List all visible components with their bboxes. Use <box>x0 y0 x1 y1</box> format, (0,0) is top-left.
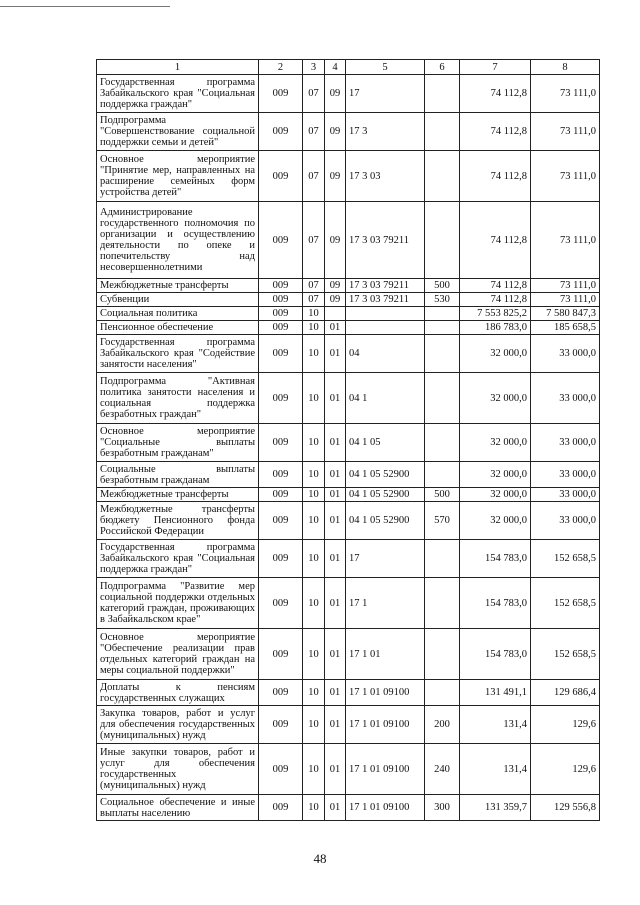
table-row <box>97 744 600 795</box>
row-expense-type-cell <box>425 321 460 335</box>
row-name-cell: Подпрограмма "Активная политика занятости населения и социальная поддержка безработных граждан" <box>97 373 259 424</box>
row-amount-cell: 33 000,0 <box>531 488 600 502</box>
row-section-cell: 07 <box>303 113 325 151</box>
row-amount-cell: 33 000,0 <box>531 373 600 424</box>
page-number: 48 <box>313 851 327 866</box>
row-subsection-cell: 01 <box>325 424 346 462</box>
row-subsection-cell: 01 <box>325 540 346 578</box>
row-expense-type-cell <box>425 629 460 680</box>
row-section-cell: 10 <box>303 706 325 744</box>
row-amount-cell: 74 112,8 <box>460 279 531 293</box>
row-section-cell: 10 <box>303 462 325 488</box>
row-subsection-cell: 01 <box>325 629 346 680</box>
row-grbs-cell: 009 <box>259 540 303 578</box>
row-grbs-cell: 009 <box>259 629 303 680</box>
row-expense-type-cell <box>425 75 460 113</box>
table-row <box>97 151 600 202</box>
table-row <box>97 307 600 321</box>
row-grbs-cell: 009 <box>259 502 303 540</box>
row-section-cell: 10 <box>303 373 325 424</box>
header-cell: 5 <box>346 60 425 75</box>
row-target-article-cell: 17 1 01 09100 <box>346 795 425 821</box>
table-row <box>97 113 600 151</box>
row-section-cell: 10 <box>303 502 325 540</box>
row-grbs-cell: 009 <box>259 335 303 373</box>
table-row <box>97 279 600 293</box>
row-amount-cell: 74 112,8 <box>460 75 531 113</box>
row-section-cell: 10 <box>303 540 325 578</box>
row-grbs-cell: 009 <box>259 680 303 706</box>
row-amount-cell: 131 359,7 <box>460 795 531 821</box>
header-cell: 1 <box>97 60 259 75</box>
row-amount-cell: 73 111,0 <box>531 113 600 151</box>
row-grbs-cell: 009 <box>259 75 303 113</box>
row-target-article-cell: 04 1 05 52900 <box>346 462 425 488</box>
row-subsection-cell: 01 <box>325 578 346 629</box>
header-cell: 2 <box>259 60 303 75</box>
row-grbs-cell: 009 <box>259 293 303 307</box>
row-name-cell: Государственная программа Забайкальского края "Социальная поддержка граждан" <box>97 75 259 113</box>
row-name-cell: Пенсионное обеспечение <box>97 321 259 335</box>
row-expense-type-cell: 500 <box>425 488 460 502</box>
row-subsection-cell: 01 <box>325 744 346 795</box>
table-row <box>97 75 600 113</box>
row-name-cell: Государственная программа Забайкальского края "Содействие занятости населения" <box>97 335 259 373</box>
row-expense-type-cell <box>425 335 460 373</box>
row-target-article-cell: 17 1 01 09100 <box>346 706 425 744</box>
row-expense-type-cell: 240 <box>425 744 460 795</box>
row-amount-cell: 129 686,4 <box>531 680 600 706</box>
row-name-cell: Межбюджетные трансферты <box>97 488 259 502</box>
table-body <box>97 75 600 821</box>
row-amount-cell: 73 111,0 <box>531 75 600 113</box>
table-row <box>97 578 600 629</box>
row-section-cell: 10 <box>303 680 325 706</box>
table-row <box>97 502 600 540</box>
table-row <box>97 488 600 502</box>
row-section-cell: 07 <box>303 75 325 113</box>
table-row <box>97 321 600 335</box>
row-amount-cell: 7 553 825,2 <box>460 307 531 321</box>
row-amount-cell: 74 112,8 <box>460 151 531 202</box>
row-amount-cell: 154 783,0 <box>460 540 531 578</box>
row-amount-cell: 33 000,0 <box>531 502 600 540</box>
row-amount-cell: 131,4 <box>460 744 531 795</box>
row-expense-type-cell: 200 <box>425 706 460 744</box>
row-target-article-cell: 17 1 01 09100 <box>346 680 425 706</box>
row-target-article-cell: 17 3 <box>346 113 425 151</box>
row-amount-cell: 131 491,1 <box>460 680 531 706</box>
row-subsection-cell <box>325 307 346 321</box>
header-cell: 4 <box>325 60 346 75</box>
row-target-article-cell <box>346 321 425 335</box>
row-subsection-cell: 09 <box>325 279 346 293</box>
row-expense-type-cell: 570 <box>425 502 460 540</box>
row-section-cell: 10 <box>303 321 325 335</box>
row-grbs-cell: 009 <box>259 373 303 424</box>
row-name-cell: Подпрограмма "Совершенствование социальной поддержки семьи и детей" <box>97 113 259 151</box>
row-expense-type-cell: 530 <box>425 293 460 307</box>
row-name-cell: Межбюджетные трансферты <box>97 279 259 293</box>
row-grbs-cell: 009 <box>259 795 303 821</box>
row-target-article-cell: 17 3 03 79211 <box>346 293 425 307</box>
row-amount-cell: 73 111,0 <box>531 293 600 307</box>
row-amount-cell: 152 658,5 <box>531 629 600 680</box>
row-target-article-cell: 04 <box>346 335 425 373</box>
row-target-article-cell: 17 1 <box>346 578 425 629</box>
table-row <box>97 540 600 578</box>
row-expense-type-cell <box>425 578 460 629</box>
row-amount-cell: 131,4 <box>460 706 531 744</box>
row-name-cell: Субвенции <box>97 293 259 307</box>
row-expense-type-cell <box>425 151 460 202</box>
row-subsection-cell: 01 <box>325 680 346 706</box>
row-amount-cell: 33 000,0 <box>531 335 600 373</box>
row-grbs-cell: 009 <box>259 424 303 462</box>
row-amount-cell: 74 112,8 <box>460 113 531 151</box>
row-target-article-cell: 17 3 03 79211 <box>346 202 425 279</box>
row-subsection-cell: 01 <box>325 335 346 373</box>
row-amount-cell: 186 783,0 <box>460 321 531 335</box>
row-grbs-cell: 009 <box>259 279 303 293</box>
row-grbs-cell: 009 <box>259 202 303 279</box>
row-amount-cell: 7 580 847,3 <box>531 307 600 321</box>
row-amount-cell: 73 111,0 <box>531 151 600 202</box>
row-grbs-cell: 009 <box>259 578 303 629</box>
row-target-article-cell: 04 1 05 52900 <box>346 502 425 540</box>
row-subsection-cell: 09 <box>325 75 346 113</box>
row-subsection-cell: 01 <box>325 488 346 502</box>
row-section-cell: 10 <box>303 307 325 321</box>
row-expense-type-cell <box>425 202 460 279</box>
row-subsection-cell: 01 <box>325 706 346 744</box>
row-amount-cell: 32 000,0 <box>460 502 531 540</box>
row-name-cell: Иные закупки товаров, работ и услуг для обеспечения государственных (муниципальных) нужд <box>97 744 259 795</box>
row-grbs-cell: 009 <box>259 321 303 335</box>
row-section-cell: 10 <box>303 744 325 795</box>
row-amount-cell: 152 658,5 <box>531 540 600 578</box>
row-target-article-cell: 17 3 03 <box>346 151 425 202</box>
header-cell: 3 <box>303 60 325 75</box>
row-target-article-cell: 17 <box>346 540 425 578</box>
row-expense-type-cell <box>425 540 460 578</box>
row-expense-type-cell <box>425 680 460 706</box>
table-row <box>97 293 600 307</box>
row-target-article-cell: 17 3 03 79211 <box>346 279 425 293</box>
header-cell: 7 <box>460 60 531 75</box>
top-rule <box>0 6 170 7</box>
row-subsection-cell: 01 <box>325 795 346 821</box>
row-amount-cell: 32 000,0 <box>460 488 531 502</box>
row-target-article-cell: 04 1 <box>346 373 425 424</box>
row-section-cell: 10 <box>303 335 325 373</box>
row-name-cell: Доплаты к пенсиям государственных служащих <box>97 680 259 706</box>
row-name-cell: Межбюджетные трансферты бюджету Пенсионного фонда Российской Федерации <box>97 502 259 540</box>
row-expense-type-cell <box>425 462 460 488</box>
row-subsection-cell: 01 <box>325 373 346 424</box>
row-target-article-cell: 04 1 05 52900 <box>346 488 425 502</box>
row-section-cell: 10 <box>303 795 325 821</box>
row-name-cell: Основное мероприятие "Социальные выплаты безработным гражданам" <box>97 424 259 462</box>
row-amount-cell: 32 000,0 <box>460 373 531 424</box>
table-row <box>97 680 600 706</box>
row-expense-type-cell <box>425 373 460 424</box>
table-row <box>97 629 600 680</box>
row-amount-cell: 185 658,5 <box>531 321 600 335</box>
row-target-article-cell: 17 <box>346 75 425 113</box>
table-row <box>97 335 600 373</box>
header-cell: 8 <box>531 60 600 75</box>
row-amount-cell: 129,6 <box>531 744 600 795</box>
row-section-cell: 10 <box>303 578 325 629</box>
row-amount-cell: 74 112,8 <box>460 293 531 307</box>
row-subsection-cell: 09 <box>325 113 346 151</box>
row-amount-cell: 154 783,0 <box>460 578 531 629</box>
row-amount-cell: 32 000,0 <box>460 335 531 373</box>
row-amount-cell: 32 000,0 <box>460 424 531 462</box>
row-target-article-cell: 04 1 05 <box>346 424 425 462</box>
table-row <box>97 202 600 279</box>
row-grbs-cell: 009 <box>259 744 303 795</box>
row-name-cell: Администрирование государственного полномочия по организации и осуществлению деятельности по опеке и попечительству над несовершеннолетними <box>97 202 259 279</box>
row-target-article-cell: 17 1 01 09100 <box>346 744 425 795</box>
row-expense-type-cell <box>425 307 460 321</box>
row-section-cell: 07 <box>303 151 325 202</box>
row-subsection-cell: 09 <box>325 293 346 307</box>
row-subsection-cell: 09 <box>325 202 346 279</box>
row-subsection-cell: 01 <box>325 502 346 540</box>
budget-table <box>96 59 600 821</box>
row-name-cell: Основное мероприятие "Принятие мер, направленных на расширение семейных форм устройства детей" <box>97 151 259 202</box>
row-section-cell: 07 <box>303 202 325 279</box>
row-grbs-cell: 009 <box>259 307 303 321</box>
row-name-cell: Государственная программа Забайкальского края "Социальная поддержка граждан" <box>97 540 259 578</box>
row-name-cell: Подпрограмма "Развитие мер социальной поддержки отдельных категорий граждан, проживающих в Забайкальском крае" <box>97 578 259 629</box>
row-amount-cell: 73 111,0 <box>531 202 600 279</box>
row-subsection-cell: 01 <box>325 462 346 488</box>
table-header-row <box>97 60 600 75</box>
table-row <box>97 795 600 821</box>
row-amount-cell: 129,6 <box>531 706 600 744</box>
row-amount-cell: 129 556,8 <box>531 795 600 821</box>
row-target-article-cell: 17 1 01 <box>346 629 425 680</box>
row-amount-cell: 154 783,0 <box>460 629 531 680</box>
row-amount-cell: 33 000,0 <box>531 424 600 462</box>
header-cell: 6 <box>425 60 460 75</box>
row-name-cell: Закупка товаров, работ и услуг для обеспечения государственных (муниципальных) нужд <box>97 706 259 744</box>
row-section-cell: 10 <box>303 424 325 462</box>
row-expense-type-cell <box>425 424 460 462</box>
table-row <box>97 462 600 488</box>
row-subsection-cell: 09 <box>325 151 346 202</box>
row-amount-cell: 33 000,0 <box>531 462 600 488</box>
row-name-cell: Социальные выплаты безработным гражданам <box>97 462 259 488</box>
row-section-cell: 07 <box>303 279 325 293</box>
row-amount-cell: 73 111,0 <box>531 279 600 293</box>
row-name-cell: Основное мероприятие "Обеспечение реализации прав отдельных категорий граждан на меры социальной поддержки" <box>97 629 259 680</box>
row-section-cell: 07 <box>303 293 325 307</box>
row-target-article-cell <box>346 307 425 321</box>
row-grbs-cell: 009 <box>259 151 303 202</box>
row-grbs-cell: 009 <box>259 113 303 151</box>
table-row <box>97 706 600 744</box>
row-amount-cell: 74 112,8 <box>460 202 531 279</box>
row-amount-cell: 152 658,5 <box>531 578 600 629</box>
row-expense-type-cell: 500 <box>425 279 460 293</box>
row-name-cell: Социальная политика <box>97 307 259 321</box>
table-row <box>97 424 600 462</box>
row-name-cell: Социальное обеспечение и иные выплаты населению <box>97 795 259 821</box>
row-expense-type-cell <box>425 113 460 151</box>
row-section-cell: 10 <box>303 488 325 502</box>
row-grbs-cell: 009 <box>259 462 303 488</box>
row-expense-type-cell: 300 <box>425 795 460 821</box>
row-grbs-cell: 009 <box>259 706 303 744</box>
row-subsection-cell: 01 <box>325 321 346 335</box>
table-row <box>97 373 600 424</box>
row-amount-cell: 32 000,0 <box>460 462 531 488</box>
row-grbs-cell: 009 <box>259 488 303 502</box>
row-section-cell: 10 <box>303 629 325 680</box>
